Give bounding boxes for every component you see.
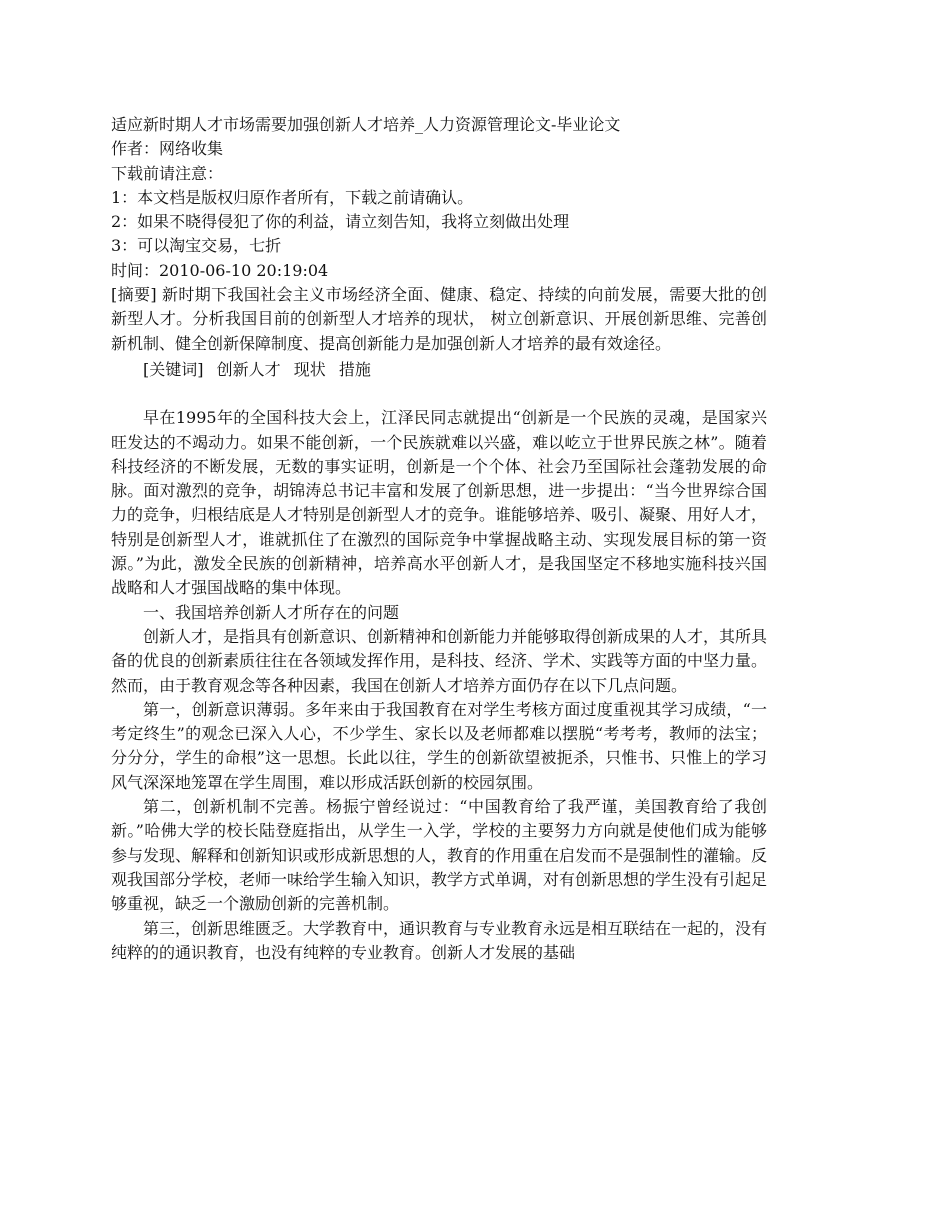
point-paragraph: 第一，创新意识薄弱。多年来由于我国教育在对学生考核方面过度重视其学习成绩，“一考定终生”的观念已深入人心，不少学生、家长以及老师都难以摆脱“考考考，教师的法宝；分分分，学生的命根”这一思想。长此以往，学生的创新欲望被扼杀，只惟书、只惟上的学习风气深深地笼罩在学生周围，难以形成活跃创新的校园氛围。: [111, 699, 767, 792]
abstract-paragraph: [摘要] 新时期下我国社会主义市场经济全面、健康、稳定、持续的向前发展，需要大批的创新型人才。分析我国目前的创新型人才培养的现状， 树立创新意识、开展创新思维、完善创新机制、健全创新保障制度、提高创新能力是加强创新人才培养的最有效途径。: [111, 285, 767, 353]
section-title: 一、我国培养创新人才所存在的问题: [143, 602, 400, 622]
keyword-item: 现状: [293, 359, 326, 379]
point-paragraph: 第三，创新思维匮乏。大学教育中，通识教育与专业教育永远是相互联结在一起的，没有纯粹的的通识教育，也没有纯粹的专业教育。创新人才发展的基础: [111, 918, 768, 962]
notice-item: 2：如果不晓得侵犯了你的利益，请立刻告知，我将立刻做出处理: [111, 212, 570, 232]
notice-heading: 下载前请注意：: [111, 163, 224, 183]
keyword-item: 创新人才: [216, 359, 281, 379]
blank-line: [111, 382, 767, 406]
intro-paragraph: 早在1995年的全国科技大会上，江泽民同志就提出“创新是一个民族的灵魂，是国家兴旺发达的不竭动力。如果不能创新，一个民族就难以兴盛，难以屹立于世界民族之林”。随着科技经济的不断发展，无数的事实证明，创新是一个个体、社会乃至国际社会蓬勃发展的命脉。面对激烈的竞争，胡锦涛总书记丰富和发展了创新思想，进一步提出：“当今世界综合国力的竞争，归根结底是人才特别是创新型人才的竞争。谁能够培养、吸引、凝聚、用好人才，特别是创新型人才，谁就抓住了在激烈的国际竞争中掌握战略主动、实现发展目标的第一资源。”为此，激发全民族的创新精神，培养高水平创新人才，是我国坚定不移地实施科技兴国战略和人才强国战略的集中体现。: [111, 408, 768, 598]
author-line: 作者：网络收集: [111, 139, 224, 159]
point-paragraph: 第二，创新机制不完善。杨振宁曾经说过：“中国教育给了我严谨，美国教育给了我创新。”哈佛大学的校长陆登庭指出，从学生一入学，学校的主要努力方向就是使他们成为能够参与发现、解释和创新知识或形成新思想的人，教育的作用重在启发而不是强制性的灌输。反观我国部分学校，老师一味给学生输入知识，教学方式单调，对有创新思想的学生没有引起足够重视，缺乏一个激励创新的完善机制。: [111, 797, 768, 914]
section-intro-paragraph: 创新人才，是指具有创新意识、创新精神和创新能力并能够取得创新成果的人才，其所具备的优良的创新素质往往在各领域发挥作用，是科技、经济、学术、实践等方面的中坚力量。然而，由于教育观念等各种因素，我国在创新人才培养方面仍存在以下几点问题。: [111, 626, 768, 695]
keywords-label: [关键词]: [143, 359, 204, 379]
notice-item: 3：可以淘宝交易，七折: [111, 236, 282, 256]
timestamp: 时间：2010-06-10 20:19:04: [111, 260, 329, 280]
document-page: [111, 113, 767, 965]
document-title: 适应新时期人才市场需要加强创新人才培养_人力资源管理论文-毕业论文: [111, 115, 621, 134]
keyword-item: 措施: [338, 359, 371, 379]
notice-item: 1：本文档是版权归原作者所有，下载之前请确认。: [111, 187, 474, 207]
keywords-line: [111, 358, 767, 382]
